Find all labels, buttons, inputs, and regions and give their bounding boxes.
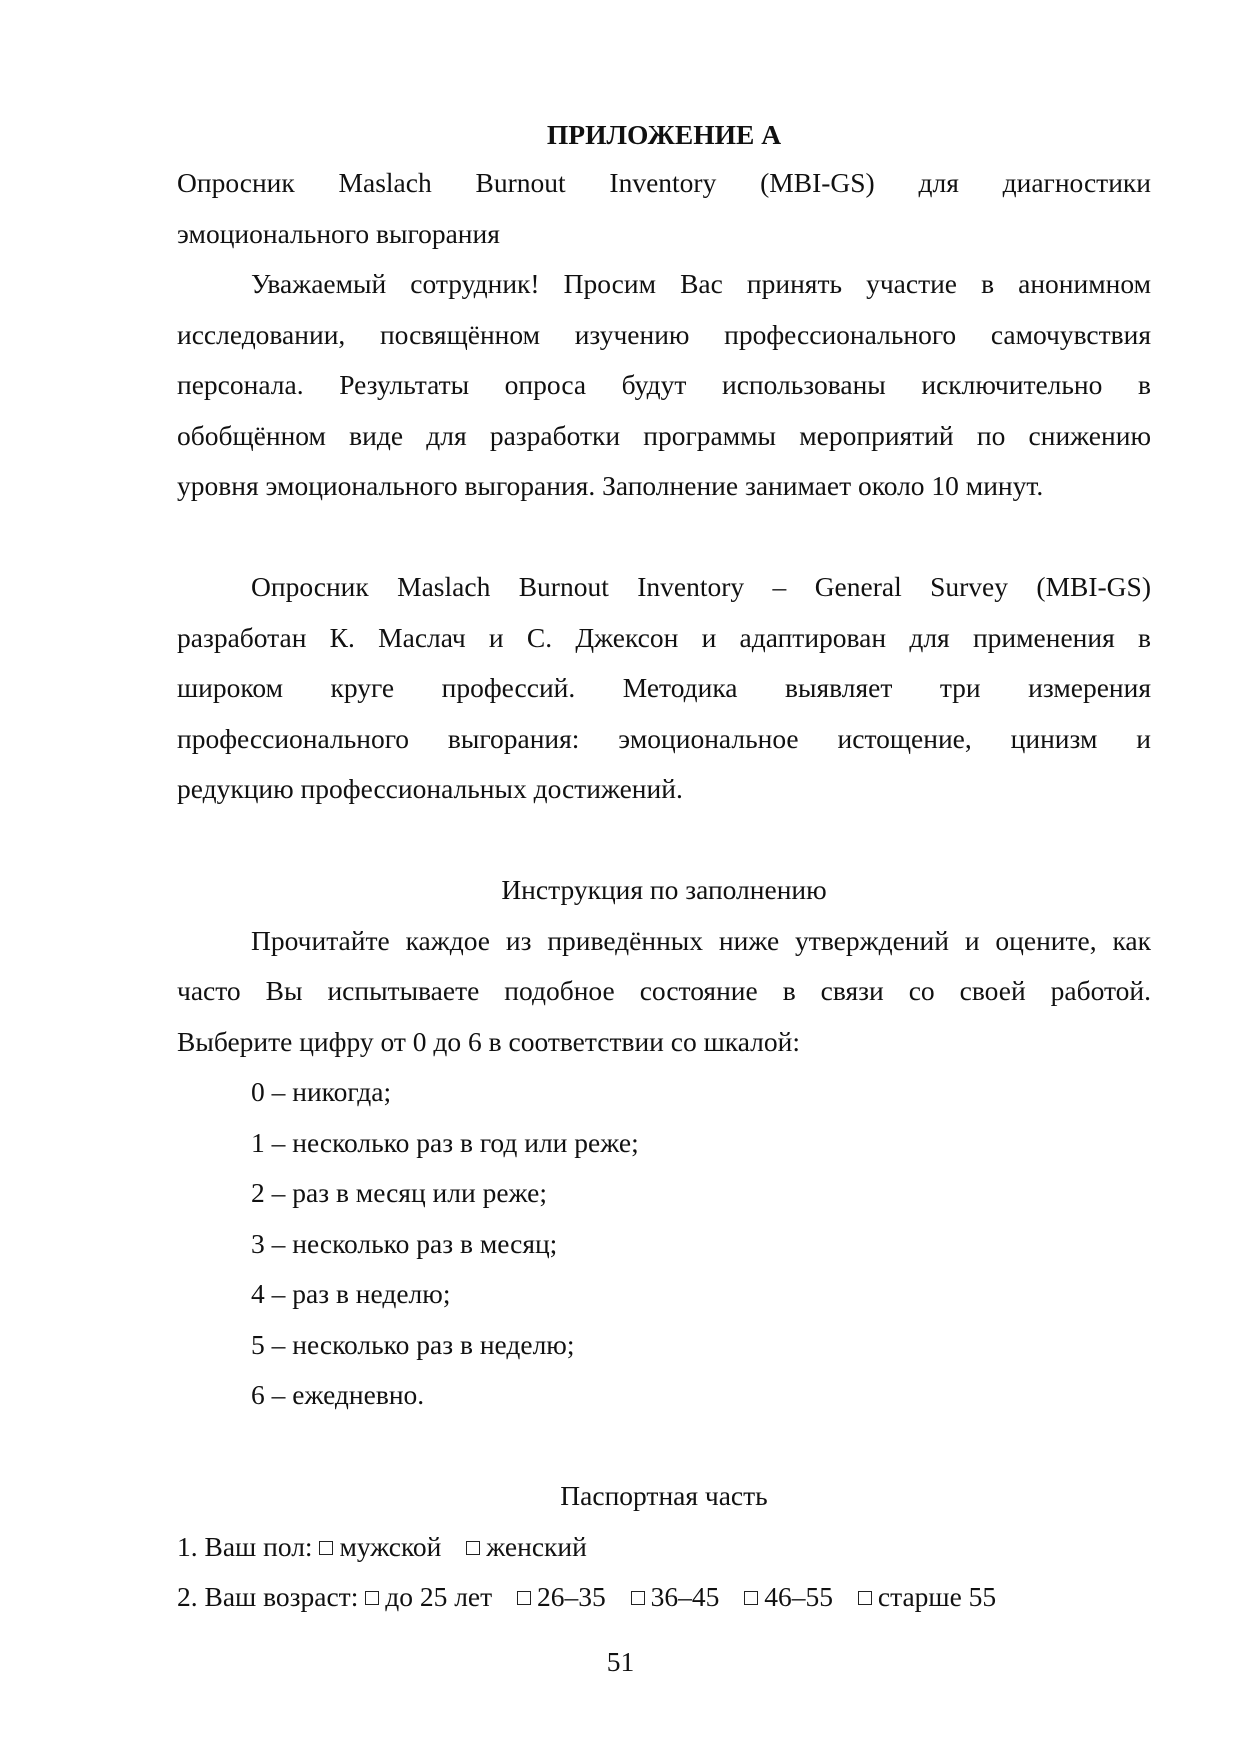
checkbox-icon[interactable] xyxy=(517,1591,531,1605)
questionnaire-heading-line-1: Опросник Maslach Burnout Inventory (MBI-GS) для диагностики xyxy=(177,167,1151,198)
appendix-title: ПРИЛОЖЕНИЕ А xyxy=(546,119,782,150)
age-option-label: 26–35 xyxy=(537,1581,606,1612)
gender-question xyxy=(177,1522,1151,1573)
instruction-heading: Инструкция по заполнению xyxy=(501,874,827,905)
intro-line-2: исследовании, посвящённом изучению профессионального самочувствия xyxy=(177,318,1151,350)
gender-option-male[interactable] xyxy=(319,1531,441,1562)
about-line-3: широком круге профессий. Методика выявляет три измерения xyxy=(177,672,1151,703)
age-option-over-55[interactable] xyxy=(858,1581,996,1612)
page-number: 51 xyxy=(606,1646,635,1677)
instruction-line-2: часто Вы испытываете подобное состояние в связи со своей работой. xyxy=(177,975,1151,1006)
scale-item-5: 5 – несколько раз в неделю; xyxy=(251,1328,575,1360)
instruction-line-1: Прочитайте каждое из приведённых ниже утверждений и оцените, как xyxy=(251,924,1151,956)
scale-item-3: 3 – несколько раз в месяц; xyxy=(251,1227,558,1259)
age-option-label: 36–45 xyxy=(650,1581,720,1612)
scale-item-1: 1 – несколько раз в год или реже; xyxy=(251,1126,639,1158)
age-label: 2. Ваш возраст: xyxy=(177,1581,359,1612)
gender-option-female[interactable] xyxy=(466,1531,587,1562)
about-line-2: разработан К. Маслач и С. Джексон и адаптирован для применения в xyxy=(177,621,1151,653)
intro-line-1: Уважаемый сотрудник! Просим Вас принять участие в анонимном xyxy=(251,268,1151,299)
age-option-26-35[interactable] xyxy=(517,1581,606,1612)
age-option-label: 46–55 xyxy=(764,1581,834,1612)
about-line-1: Опросник Maslach Burnout Inventory – General Survey (MBI-GS) xyxy=(251,571,1151,602)
scale-item-0: 0 – никогда; xyxy=(251,1076,392,1107)
spacer xyxy=(177,815,1151,866)
gender-option-label: мужской xyxy=(339,1530,442,1562)
intro-line-5: уровня эмоционального выгорания. Заполнение занимает около 10 минут. xyxy=(177,470,1044,501)
age-question xyxy=(177,1572,1151,1623)
intro-line-4: обобщённом виде для разработки программы мероприятий по снижению xyxy=(177,419,1151,451)
age-option-46-55[interactable] xyxy=(744,1581,833,1612)
age-option-label: старше 55 xyxy=(877,1581,997,1612)
intro-line-3: персонала. Результаты опроса будут использованы исключительно в xyxy=(177,369,1151,400)
checkbox-icon[interactable] xyxy=(744,1591,758,1605)
about-line-5: редукцию профессиональных достижений. xyxy=(177,773,683,804)
about-line-4: профессионального выгорания: эмоциональное истощение, цинизм и xyxy=(177,722,1151,754)
checkbox-icon[interactable] xyxy=(466,1541,480,1555)
gender-label: 1. Ваш пол: xyxy=(177,1530,313,1562)
passport-heading: Паспортная часть xyxy=(560,1480,768,1511)
page-content xyxy=(177,112,1151,1623)
scale-item-6: 6 – ежедневно. xyxy=(251,1379,425,1410)
checkbox-icon[interactable] xyxy=(631,1591,645,1605)
checkbox-icon[interactable] xyxy=(858,1591,872,1605)
checkbox-icon[interactable] xyxy=(319,1541,333,1555)
age-option-label: до 25 лет xyxy=(385,1581,493,1612)
instruction-line-3: Выберите цифру от 0 до 6 в соответствии со шкалой: xyxy=(177,1025,800,1057)
checkbox-icon[interactable] xyxy=(365,1591,379,1605)
questionnaire-heading-line-2: эмоционального выгорания xyxy=(177,217,500,249)
spacer xyxy=(177,1421,1151,1472)
scale-item-4: 4 – раз в неделю; xyxy=(251,1278,451,1309)
gender-option-label: женский xyxy=(486,1530,587,1562)
age-option-under-25[interactable] xyxy=(365,1581,492,1612)
scale-item-2: 2 – раз в месяц или реже; xyxy=(251,1177,548,1208)
spacer xyxy=(177,512,1151,563)
age-option-36-45[interactable] xyxy=(631,1581,720,1612)
